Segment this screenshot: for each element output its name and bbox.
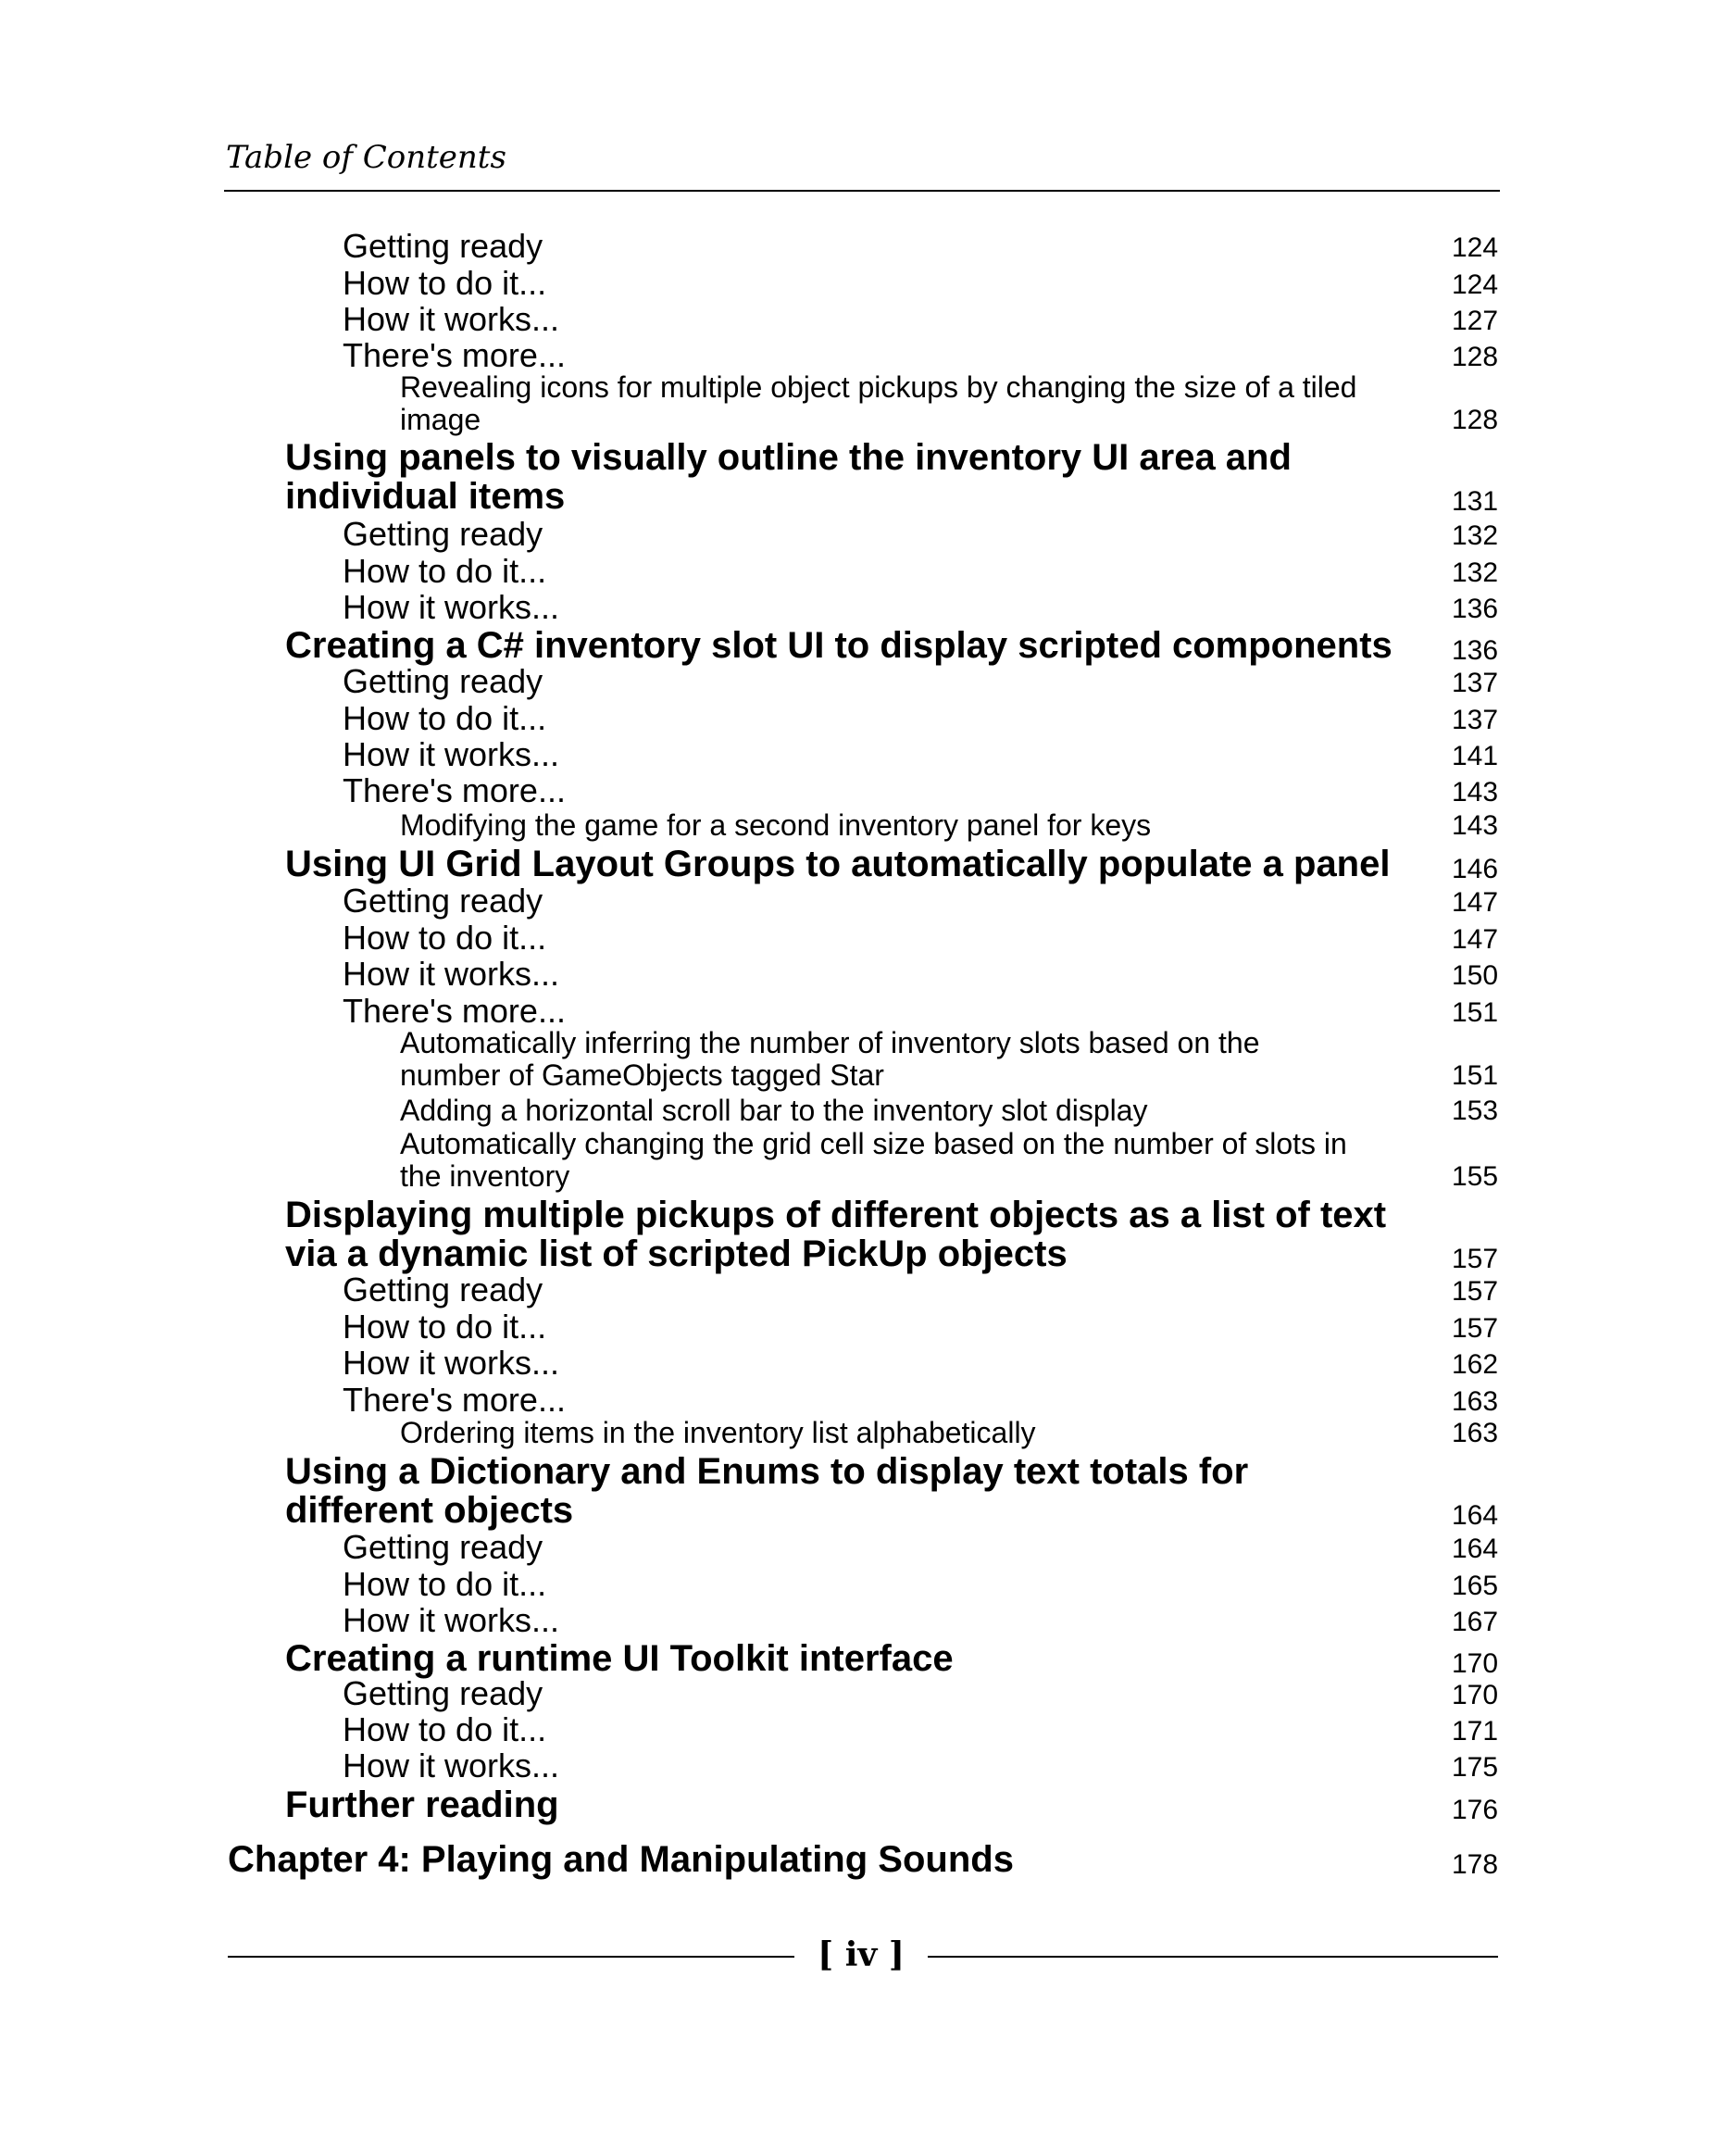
toc-entry-title: How to do it... xyxy=(343,1308,547,1346)
toc-entry-page-number: 165 xyxy=(1452,1571,1499,1601)
toc-entry[interactable] xyxy=(343,1309,1500,1345)
toc-entry-page-number: 137 xyxy=(1452,705,1499,735)
toc-entry[interactable] xyxy=(343,737,1500,772)
toc-entry-page-number: 163 xyxy=(1452,1418,1499,1448)
toc-entry[interactable] xyxy=(343,266,1500,301)
toc-entry[interactable] xyxy=(343,773,1500,808)
toc-entry-page-number: 150 xyxy=(1452,960,1499,991)
toc-entry[interactable] xyxy=(343,1530,1500,1565)
toc-entry[interactable] xyxy=(285,438,1500,516)
toc-entry[interactable] xyxy=(343,1603,1500,1638)
toc-entry-title: How it works... xyxy=(343,955,560,993)
toc-entry-title: Further reading xyxy=(285,1784,559,1825)
toc-entry-title-line: Automatically inferring the number of inventory slots based on the xyxy=(400,1026,1260,1059)
toc-entry-page-number: 143 xyxy=(1452,777,1499,808)
toc-entry-title: How to do it... xyxy=(343,1565,547,1603)
toc-entry-page-number: 175 xyxy=(1452,1752,1499,1783)
toc-entry-page-number: 153 xyxy=(1452,1096,1499,1126)
toc-entry-title xyxy=(400,1027,1260,1092)
toc-entry-title-line: different objects xyxy=(285,1490,574,1531)
toc-entry-title xyxy=(285,438,1292,516)
toc-entry-title: Modifying the game for a second inventory panel for keys xyxy=(400,808,1152,842)
toc-entry[interactable] xyxy=(400,1027,1500,1092)
toc-entry-title: Ordering items in the inventory list alphabetically xyxy=(400,1416,1036,1449)
toc-entry-title xyxy=(400,371,1356,436)
toc-entry[interactable] xyxy=(343,517,1500,552)
toc-entry[interactable] xyxy=(400,1417,1500,1449)
toc-entry[interactable] xyxy=(343,1567,1500,1602)
toc-entry[interactable] xyxy=(343,1383,1500,1418)
toc-entry[interactable] xyxy=(343,1712,1500,1747)
toc-entry-page-number: 157 xyxy=(1452,1244,1499,1274)
toc-entry-title xyxy=(400,1128,1347,1193)
toc-entry-page-number: 147 xyxy=(1452,924,1499,955)
toc-entry-page-number: 155 xyxy=(1452,1161,1499,1192)
toc-entry-page-number: 143 xyxy=(1452,810,1499,841)
toc-entry-page-number: 128 xyxy=(1452,342,1499,372)
toc-entry-title: Getting ready xyxy=(343,515,543,553)
toc-entry-title-line: the inventory xyxy=(400,1159,570,1193)
footer-rule-right xyxy=(928,1956,1498,1958)
toc-entry-page-number: 132 xyxy=(1452,520,1499,551)
toc-entry-title: How it works... xyxy=(343,588,560,626)
toc-entry-title xyxy=(285,1196,1386,1273)
toc-entry-title-line: Using a Dictionary and Enums to display text totals for xyxy=(285,1451,1249,1492)
toc-entry-title: Adding a horizontal scroll bar to the inventory slot display xyxy=(400,1094,1148,1127)
toc-entry-title: Getting ready xyxy=(343,1674,543,1712)
toc-entry-title: How to do it... xyxy=(343,699,547,737)
toc-entry-page-number: 157 xyxy=(1452,1313,1499,1344)
toc-entry-page-number: 136 xyxy=(1452,635,1499,666)
toc-entry-page-number: 132 xyxy=(1452,557,1499,588)
toc-entry[interactable] xyxy=(400,1095,1500,1127)
toc-entry-page-number: 167 xyxy=(1452,1607,1499,1637)
toc-entry-title: How to do it... xyxy=(343,1710,547,1748)
toc-entry-page-number: 147 xyxy=(1452,887,1499,918)
toc-entry-title: There's more... xyxy=(343,992,566,1030)
toc-entry[interactable] xyxy=(343,590,1500,625)
toc-entry[interactable] xyxy=(343,1346,1500,1381)
toc-entry[interactable] xyxy=(343,302,1500,337)
toc-entry[interactable] xyxy=(343,883,1500,919)
toc-entry[interactable] xyxy=(343,229,1500,264)
toc-entry-page-number: 170 xyxy=(1452,1680,1499,1710)
toc-entry[interactable] xyxy=(343,554,1500,589)
toc-entry[interactable] xyxy=(228,1840,1500,1879)
toc-entry-page-number: 163 xyxy=(1452,1386,1499,1417)
toc-entry[interactable] xyxy=(343,1748,1500,1784)
toc-entry[interactable] xyxy=(343,920,1500,956)
toc-entry-title: Getting ready xyxy=(343,1528,543,1566)
toc-entry[interactable] xyxy=(285,626,1500,665)
toc-entry-title-line: via a dynamic list of scripted PickUp objects xyxy=(285,1233,1068,1274)
toc-entry-title: How to do it... xyxy=(343,264,547,302)
toc-entry-title: Getting ready xyxy=(343,662,543,700)
page-number: [ iv ] xyxy=(818,1935,905,1974)
toc-entry[interactable] xyxy=(285,1785,1500,1824)
toc-entry-page-number: 136 xyxy=(1452,594,1499,624)
toc-entry-title: There's more... xyxy=(343,336,566,374)
toc-entry-title-line: Using panels to visually outline the inventory UI area and xyxy=(285,437,1292,478)
toc-entry-title: There's more... xyxy=(343,1381,566,1419)
toc-entry-page-number: 170 xyxy=(1452,1648,1499,1679)
toc-entry[interactable] xyxy=(343,338,1500,373)
toc-entry[interactable] xyxy=(343,701,1500,736)
toc-entry[interactable] xyxy=(343,664,1500,699)
toc-entry-page-number: 127 xyxy=(1452,306,1499,336)
toc-entry-title: How it works... xyxy=(343,1601,560,1639)
toc-entry-title: Using UI Grid Layout Groups to automatically populate a panel xyxy=(285,844,1391,884)
toc-entry-page-number: 151 xyxy=(1452,1060,1499,1091)
toc-entry[interactable] xyxy=(400,1128,1500,1193)
toc-entry-title-line: number of GameObjects tagged Star xyxy=(400,1058,884,1092)
toc-entry-title: How it works... xyxy=(343,1344,560,1382)
toc-entry-title-line: image xyxy=(400,403,481,436)
toc-entry[interactable] xyxy=(343,1272,1500,1308)
toc-entry-title: Creating a runtime UI Toolkit interface xyxy=(285,1638,954,1679)
toc-entry-title-line: Displaying multiple pickups of different objects as a list of text xyxy=(285,1195,1387,1235)
toc-entry-title: How it works... xyxy=(343,1747,560,1784)
footer-rule-left xyxy=(228,1956,794,1958)
toc-entry-page-number: 164 xyxy=(1452,1500,1499,1531)
toc-entry-page-number: 124 xyxy=(1452,232,1499,263)
toc-entry[interactable] xyxy=(285,1452,1500,1530)
toc-entry-title-line: individual items xyxy=(285,476,566,517)
toc-entry-page-number: 176 xyxy=(1452,1795,1499,1825)
toc-entry-title: Getting ready xyxy=(343,1271,543,1308)
toc-entry-title-line: Revealing icons for multiple object pickups by changing the size of a tiled xyxy=(400,370,1357,404)
toc-entry-title: Chapter 4: Playing and Manipulating Sounds xyxy=(228,1839,1014,1880)
running-header: Table of Contents xyxy=(226,139,506,176)
toc-entry[interactable] xyxy=(285,1639,1500,1678)
toc-entry-title: How to do it... xyxy=(343,919,547,957)
toc-entry-page-number: 162 xyxy=(1452,1349,1499,1380)
toc-entry[interactable] xyxy=(285,845,1500,883)
toc-entry-page-number: 171 xyxy=(1452,1716,1499,1747)
toc-entry-page-number: 164 xyxy=(1452,1534,1499,1564)
toc-entry-title xyxy=(285,1452,1248,1530)
toc-entry[interactable] xyxy=(285,1196,1500,1273)
toc-entry-page-number: 141 xyxy=(1452,741,1499,771)
toc-entry-page-number: 131 xyxy=(1452,486,1499,517)
toc-entry-page-number: 151 xyxy=(1452,997,1499,1028)
toc-entry[interactable] xyxy=(343,957,1500,992)
toc-entry[interactable] xyxy=(400,809,1500,842)
toc-entry-page-number: 137 xyxy=(1452,668,1499,698)
toc-entry[interactable] xyxy=(343,1676,1500,1711)
toc-entry-page-number: 157 xyxy=(1452,1276,1499,1307)
toc-entry-title: How it works... xyxy=(343,735,560,773)
toc-entry-title: There's more... xyxy=(343,771,566,809)
toc-entry[interactable] xyxy=(400,371,1500,436)
toc-entry-page-number: 146 xyxy=(1452,854,1499,884)
toc-entry-title: Getting ready xyxy=(343,227,543,265)
toc-entry-title-line: Automatically changing the grid cell size based on the number of slots in xyxy=(400,1127,1347,1160)
toc-entry-page-number: 178 xyxy=(1452,1849,1499,1880)
toc-entry-title: Creating a C# inventory slot UI to display scripted components xyxy=(285,625,1393,666)
toc-entry-page-number: 124 xyxy=(1452,269,1499,300)
toc-entry-title: How to do it... xyxy=(343,552,547,590)
toc-entry[interactable] xyxy=(343,994,1500,1029)
toc-entry-title: Getting ready xyxy=(343,882,543,920)
toc-entry-page-number: 128 xyxy=(1452,405,1499,435)
toc-entry-title: How it works... xyxy=(343,300,560,338)
